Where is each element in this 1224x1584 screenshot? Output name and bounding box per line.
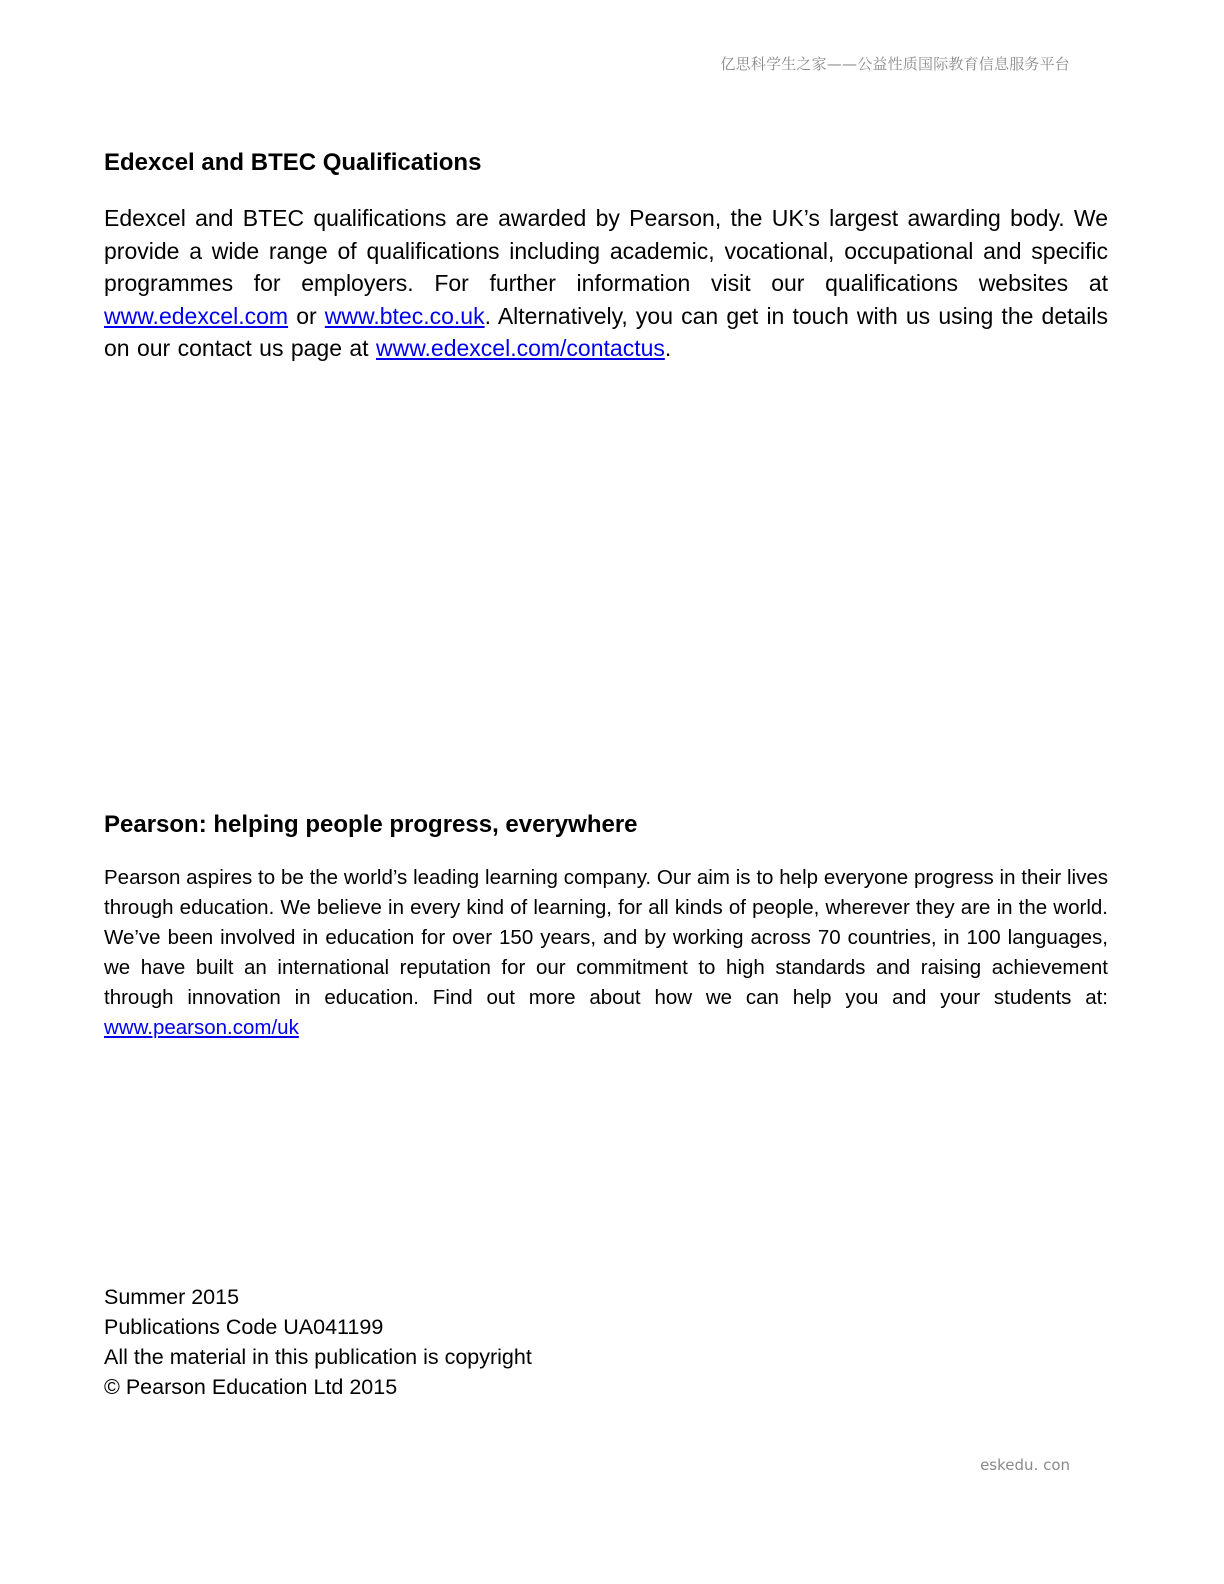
publication-info xyxy=(104,1282,1108,1402)
paragraph-text: . xyxy=(664,335,672,362)
header-watermark: 亿思科学生之家——公益性质国际教育信息服务平台 xyxy=(720,55,1070,73)
footer-watermark: eskedu. con xyxy=(980,1456,1070,1474)
publication-code: Publications Code UA041199 xyxy=(104,1315,384,1339)
section-title: Edexcel and BTEC Qualifications xyxy=(104,149,482,176)
paragraph-text: or xyxy=(288,302,325,329)
edexcel-link[interactable]: www.edexcel.com xyxy=(104,302,289,329)
copyright-note: All the material in this publication is copyright xyxy=(104,1345,532,1369)
paragraph-text: . Alternatively, you can get in touch with us using the details on our contact us page at xyxy=(104,302,1109,362)
paragraph-text: Edexcel and BTEC qualifications are awarded by Pearson, the UK’s largest awarding body. We provide a wide range of qualifications including academic, vocational, occupational and specific programmes for employers. For further information visit our qualifications websites at xyxy=(104,205,1108,297)
publication-date: Summer 2015 xyxy=(104,1285,240,1309)
paragraph-text: Pearson aspires to be the world’s leading learning company. Our aim is to help everyone progress in their lives through education. We believe in every kind of learning, for all kinds of people, wherever they are in the world. We’ve been involved in education for over 150 years, and by working across 70 countries, in 100 languages, we have built an international reputation for our commitment to high standards and raising achievement through innovation in education. Find out more about how we can help you and your students at: xyxy=(104,866,1108,1009)
section-qualifications xyxy=(104,148,1108,365)
section-pearson xyxy=(104,810,1108,1043)
pearson-paragraph xyxy=(104,863,1108,1043)
copyright-holder: © Pearson Education Ltd 2015 xyxy=(104,1375,398,1399)
contact-us-link[interactable]: www.edexcel.com/contactus xyxy=(375,335,665,362)
pearson-link[interactable]: www.pearson.com/uk xyxy=(104,1016,299,1039)
qualifications-paragraph xyxy=(104,202,1108,365)
btec-link[interactable]: www.btec.co.uk xyxy=(324,302,485,329)
section-title: Pearson: helping people progress, everywhere xyxy=(104,811,638,838)
